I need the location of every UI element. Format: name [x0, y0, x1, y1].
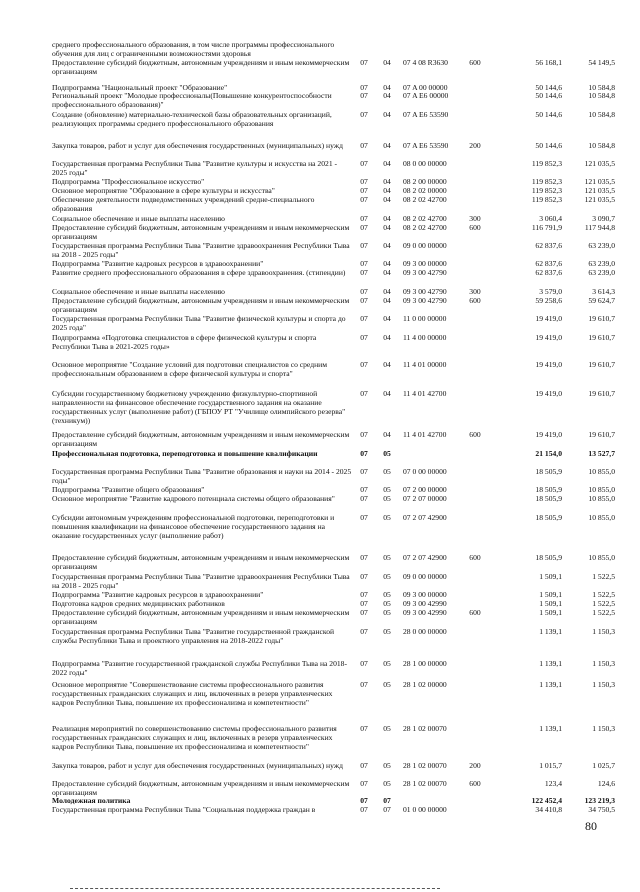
row-expense-type: 600 — [469, 296, 481, 305]
row-amount-year1: 123,4 — [544, 779, 562, 788]
row-target-code: 11 4 01 00000 — [403, 360, 447, 369]
row-subsection: 05 — [383, 627, 391, 636]
row-amount-year2: 3 090,7 — [592, 214, 615, 223]
row-target-code: 07 2 07 42900 — [403, 553, 447, 562]
row-name: Государственная программа Республики Тыва "Социальная поддержка граждан в — [52, 805, 316, 814]
row-amount-year1: 50 144,6 — [535, 141, 562, 150]
row-amount-year1: 1 509,1 — [539, 608, 562, 617]
row-amount-year2: 10 584,8 — [588, 91, 615, 100]
row-amount-year2: 19 610,7 — [588, 430, 615, 439]
row-amount-year1: 19 419,0 — [535, 314, 562, 323]
row-amount-year1: 18 505,9 — [535, 494, 562, 503]
row-name: Реализация мероприятий по совершенствованию системы профессионального развития государственных гражданских служащих и лиц, включенных в резерв управленческих кадров Республики Тыва, повышение их профессионализма и компетентности" — [52, 724, 337, 752]
row-subsection: 05 — [383, 449, 391, 458]
row-subsection: 05 — [383, 513, 391, 522]
row-expense-type: 600 — [469, 430, 481, 439]
row-target-code: 07 0 00 00000 — [403, 467, 447, 476]
row-subsection: 04 — [383, 141, 391, 150]
row-subsection: 07 — [383, 796, 391, 805]
row-section: 07 — [360, 572, 368, 581]
row-section: 07 — [360, 83, 368, 92]
row-name: Обеспечение деятельности подведомственных учреждений средне-специального образования — [52, 195, 315, 214]
row-amount-year2: 123 219,3 — [584, 796, 615, 805]
row-section: 07 — [360, 467, 368, 476]
row-amount-year2: 121 035,5 — [584, 186, 615, 195]
row-name: Развитие среднего профессионального образования в сфере здравоохранения. (стипендии) — [52, 268, 346, 277]
row-section: 07 — [360, 314, 368, 323]
row-subsection: 04 — [383, 58, 391, 67]
row-section: 07 — [360, 430, 368, 439]
row-amount-year2: 124,6 — [597, 779, 615, 788]
row-amount-year2: 10 855,0 — [588, 485, 615, 494]
row-target-code: 28 1 02 00070 — [403, 779, 447, 788]
row-subsection: 04 — [383, 110, 391, 119]
row-name: Предоставление субсидий бюджетным, автономным учреждениям и иным некоммерческим организациям — [52, 296, 350, 315]
row-amount-year1: 59 258,6 — [535, 296, 562, 305]
row-name: Подготовка кадров средних медицинских работников — [52, 599, 225, 608]
row-target-code: 11 4 01 42700 — [403, 389, 447, 398]
row-name: Предоставление субсидий бюджетным, автономным учреждениям и иным некоммерческим организациям — [52, 608, 350, 627]
row-name: Субсидии государственному бюджетному учреждению физкультурно-спортивной направленности на финансовое обеспечение государственного задания на оказание государственных услуг (выполнение работ) (ГБПОУ РТ "Училище олимпийского резерва" (техникум)) — [52, 389, 346, 426]
row-section: 07 — [360, 58, 368, 67]
row-amount-year2: 10 855,0 — [588, 513, 615, 522]
row-subsection: 04 — [383, 314, 391, 323]
row-target-code: 11 4 00 00000 — [403, 333, 447, 342]
row-amount-year2: 54 149,5 — [588, 58, 615, 67]
row-amount-year1: 50 144,6 — [535, 83, 562, 92]
row-amount-year1: 1 509,1 — [539, 599, 562, 608]
row-expense-type: 300 — [469, 287, 481, 296]
row-amount-year2: 3 614,3 — [592, 287, 615, 296]
row-subsection: 04 — [383, 223, 391, 232]
row-amount-year1: 1 015,7 — [539, 761, 562, 770]
row-section: 07 — [360, 608, 368, 617]
row-section: 07 — [360, 141, 368, 150]
row-section: 07 — [360, 761, 368, 770]
row-amount-year1: 62 837,6 — [535, 259, 562, 268]
row-amount-year2: 10 855,0 — [588, 467, 615, 476]
row-amount-year1: 18 505,9 — [535, 485, 562, 494]
row-target-code: 09 3 00 00000 — [403, 590, 447, 599]
row-target-code: 07 2 00 00000 — [403, 485, 447, 494]
row-name: Социальное обеспечение и иные выплаты населению — [52, 287, 225, 296]
row-name: среднего профессионального образования, в том числе программы профессионального обучения для лиц с ограниченными возможностями здоровья — [52, 40, 335, 59]
row-amount-year2: 19 610,7 — [588, 389, 615, 398]
row-amount-year2: 19 610,7 — [588, 333, 615, 342]
row-amount-year1: 34 410,8 — [535, 805, 562, 814]
row-amount-year1: 119 852,3 — [531, 195, 562, 204]
row-section: 07 — [360, 805, 368, 814]
row-target-code: 09 3 00 42990 — [403, 599, 447, 608]
row-subsection: 04 — [383, 259, 391, 268]
row-amount-year2: 13 527,7 — [588, 449, 615, 458]
row-amount-year1: 50 144,6 — [535, 110, 562, 119]
row-subsection: 04 — [383, 159, 391, 168]
row-amount-year2: 59 624,7 — [588, 296, 615, 305]
row-name: Государственная программа Республики Тыва "Развитие здравоохранения Республики Тыва на 2018 - 2025 годы" — [52, 241, 350, 260]
row-expense-type: 200 — [469, 141, 481, 150]
row-target-code: 07 A E6 53590 — [403, 141, 449, 150]
row-subsection: 05 — [383, 761, 391, 770]
row-subsection: 04 — [383, 360, 391, 369]
row-expense-type: 300 — [469, 214, 481, 223]
row-name: Государственная программа Республики Тыва "Развитие образования и науки на 2014 - 2025 годы" — [52, 467, 352, 486]
row-target-code: 07 4 08 R3630 — [403, 58, 448, 67]
row-target-code: 28 1 00 00000 — [403, 659, 447, 668]
row-name: Закупка товаров, работ и услуг для обеспечения государственных (муниципальных) нужд — [52, 141, 343, 150]
row-amount-year2: 10 855,0 — [588, 553, 615, 562]
row-name: Государственная программа Республики Тыва "Развитие здравоохранения Республики Тыва на 2018 - 2025 годы" — [52, 572, 350, 591]
row-amount-year2: 117 944,8 — [584, 223, 615, 232]
row-subsection: 04 — [383, 214, 391, 223]
row-name: Подпрограмма "Развитие кадровых ресурсов в здравоохранении" — [52, 259, 264, 268]
row-amount-year2: 121 035,5 — [584, 177, 615, 186]
row-subsection: 05 — [383, 572, 391, 581]
row-amount-year1: 1 509,1 — [539, 590, 562, 599]
row-amount-year1: 18 505,9 — [535, 513, 562, 522]
row-target-code: 09 3 00 42990 — [403, 608, 447, 617]
row-subsection: 04 — [383, 268, 391, 277]
row-target-code: 08 0 00 00000 — [403, 159, 447, 168]
row-section: 07 — [360, 177, 368, 186]
row-section: 07 — [360, 553, 368, 562]
row-subsection: 04 — [383, 186, 391, 195]
row-name: Государственная программа Республики Тыва "Развитие культуры и искусства на 2021 - 2025 годы" — [52, 159, 338, 178]
row-amount-year2: 10 584,8 — [588, 141, 615, 150]
row-subsection: 04 — [383, 287, 391, 296]
row-amount-year2: 63 239,0 — [588, 241, 615, 250]
row-amount-year1: 119 852,3 — [531, 186, 562, 195]
row-amount-year2: 121 035,5 — [584, 195, 615, 204]
page-number: 80 — [585, 819, 597, 833]
row-expense-type: 600 — [469, 608, 481, 617]
row-section: 07 — [360, 494, 368, 503]
row-amount-year2: 1 522,5 — [592, 599, 615, 608]
row-amount-year2: 10 855,0 — [588, 494, 615, 503]
row-target-code: 07 2 07 42900 — [403, 513, 447, 522]
row-name: Основное мероприятие "Создание условий для подготовки специалистов со средним профессиональным образованием в сфере физической культуры и спорта" — [52, 360, 327, 379]
row-section: 07 — [360, 485, 368, 494]
row-name: Предоставление субсидий бюджетным, автономным учреждениям и иным некоммерческим организациям — [52, 223, 350, 242]
row-subsection: 05 — [383, 680, 391, 689]
row-name: Профессиональная подготовка, переподготовка и повышение квалификации — [52, 449, 318, 458]
row-name: Предоставление субсидий бюджетным, автономным учреждениям и иным некоммерческим организациям — [52, 553, 350, 572]
row-amount-year1: 119 852,3 — [531, 177, 562, 186]
row-target-code: 11 4 01 42700 — [403, 430, 447, 439]
row-name: Подпрограмма "Развитие государственной гражданской службы Республики Тыва на 2018-2022 годы" — [52, 659, 347, 678]
row-name: Подпрограмма "Развитие кадровых ресурсов в здравоохранении" — [52, 590, 264, 599]
row-section: 07 — [360, 268, 368, 277]
row-section: 07 — [360, 195, 368, 204]
row-subsection: 05 — [383, 485, 391, 494]
row-section: 07 — [360, 91, 368, 100]
row-amount-year2: 1 150,3 — [592, 627, 615, 636]
row-amount-year1: 1 139,1 — [539, 724, 562, 733]
row-section: 07 — [360, 110, 368, 119]
row-target-code: 28 0 00 00000 — [403, 627, 447, 636]
row-section: 07 — [360, 159, 368, 168]
row-name: Государственная программа Республики Тыва "Развитие государственной гражданской службы Республики Тыва и проектного управления на 2018-2022 годы" — [52, 627, 335, 646]
row-subsection: 04 — [383, 83, 391, 92]
row-section: 07 — [360, 259, 368, 268]
row-subsection: 04 — [383, 241, 391, 250]
row-amount-year1: 116 791,9 — [531, 223, 562, 232]
row-subsection: 04 — [383, 91, 391, 100]
row-section: 07 — [360, 287, 368, 296]
row-amount-year2: 1 522,5 — [592, 572, 615, 581]
row-name: Государственная программа Республики Тыва "Развитие физической культуры и спорта до 2025 года" — [52, 314, 346, 333]
row-section: 07 — [360, 796, 368, 805]
row-section: 07 — [360, 680, 368, 689]
row-expense-type: 200 — [469, 761, 481, 770]
row-section: 07 — [360, 627, 368, 636]
row-amount-year1: 3 060,4 — [539, 214, 562, 223]
row-amount-year2: 1 522,5 — [592, 590, 615, 599]
row-amount-year1: 19 419,0 — [535, 389, 562, 398]
row-target-code: 09 3 00 42790 — [403, 296, 447, 305]
row-name: Молодежная политика — [52, 796, 131, 805]
row-amount-year1: 19 419,0 — [535, 333, 562, 342]
row-amount-year1: 3 579,0 — [539, 287, 562, 296]
row-name: Основное мероприятие "Образование в сфере культуры и искусства" — [52, 186, 275, 195]
row-section: 07 — [360, 214, 368, 223]
row-amount-year1: 21 154,0 — [535, 449, 562, 458]
row-name: Основное мероприятие "Развитие кадрового потенциала системы общего образования" — [52, 494, 335, 503]
row-name: Закупка товаров, работ и услуг для обеспечения государственных (муниципальных) нужд — [52, 761, 343, 770]
row-amount-year1: 1 509,1 — [539, 572, 562, 581]
row-amount-year2: 1 522,5 — [592, 608, 615, 617]
row-target-code: 11 0 00 00000 — [403, 314, 447, 323]
row-subsection: 05 — [383, 494, 391, 503]
bottom-rule — [70, 888, 440, 889]
row-amount-year2: 1 150,3 — [592, 659, 615, 668]
row-amount-year1: 19 419,0 — [535, 360, 562, 369]
row-target-code: 09 3 00 42790 — [403, 287, 447, 296]
row-name: Предоставление субсидий бюджетным, автономным учреждениям и иным некоммерческим организациям — [52, 58, 350, 77]
row-amount-year1: 50 144,6 — [535, 91, 562, 100]
row-subsection: 04 — [383, 430, 391, 439]
row-amount-year2: 19 610,7 — [588, 360, 615, 369]
row-target-code: 09 3 00 00000 — [403, 259, 447, 268]
row-amount-year2: 1 025,7 — [592, 761, 615, 770]
row-subsection: 05 — [383, 659, 391, 668]
row-section: 07 — [360, 389, 368, 398]
row-amount-year1: 19 419,0 — [535, 430, 562, 439]
row-subsection: 05 — [383, 724, 391, 733]
row-section: 07 — [360, 513, 368, 522]
row-expense-type: 600 — [469, 58, 481, 67]
row-amount-year2: 10 584,8 — [588, 110, 615, 119]
row-amount-year2: 63 239,0 — [588, 259, 615, 268]
row-name: Подпрограмма "Профессиональное искусство" — [52, 177, 205, 186]
row-target-code: 09 3 00 42790 — [403, 268, 447, 277]
row-subsection: 05 — [383, 608, 391, 617]
row-target-code: 09 0 00 00000 — [403, 572, 447, 581]
row-subsection: 04 — [383, 296, 391, 305]
row-target-code: 09 0 00 00000 — [403, 241, 447, 250]
row-name: Подпрограмма "Развитие общего образования" — [52, 485, 205, 494]
row-name: Основное мероприятие "Совершенствование системы профессионального развития государственных гражданских служащих и лиц, включенных в резерв управленческих кадров Республики Тыва, повышение их профессионализма и компетентности" — [52, 680, 333, 708]
row-target-code: 08 2 02 42700 — [403, 223, 447, 232]
row-subsection: 05 — [383, 590, 391, 599]
row-target-code: 07 A 00 00000 — [403, 83, 448, 92]
row-expense-type: 600 — [469, 779, 481, 788]
row-target-code: 08 2 02 42700 — [403, 195, 447, 204]
row-amount-year1: 1 139,1 — [539, 627, 562, 636]
row-expense-type: 600 — [469, 223, 481, 232]
row-section: 07 — [360, 590, 368, 599]
row-section: 07 — [360, 449, 368, 458]
row-amount-year1: 62 837,6 — [535, 241, 562, 250]
row-amount-year2: 19 610,7 — [588, 314, 615, 323]
row-subsection: 05 — [383, 553, 391, 562]
row-name: Региональный проект "Молодые профессионалы(Повышение конкурентоспособности профессионального образования)" — [52, 91, 332, 110]
row-name: Субсидии автономным учреждениям профессиональной подготовки, переподготовки и повышения квалификации на финансовое обеспечение государственного задания на оказание государственных услуг (выполнение работ) — [52, 513, 335, 541]
row-section: 07 — [360, 223, 368, 232]
row-section: 07 — [360, 333, 368, 342]
row-section: 07 — [360, 599, 368, 608]
row-amount-year1: 18 505,9 — [535, 553, 562, 562]
row-subsection: 05 — [383, 599, 391, 608]
row-subsection: 04 — [383, 333, 391, 342]
row-target-code: 28 1 02 00000 — [403, 680, 447, 689]
row-section: 07 — [360, 241, 368, 250]
row-amount-year2: 121 035,5 — [584, 159, 615, 168]
row-target-code: 28 1 02 00070 — [403, 724, 447, 733]
row-section: 07 — [360, 296, 368, 305]
row-subsection: 04 — [383, 195, 391, 204]
row-name: Социальное обеспечение и иные выплаты населению — [52, 214, 225, 223]
row-section: 07 — [360, 659, 368, 668]
row-amount-year2: 34 750,5 — [588, 805, 615, 814]
row-amount-year2: 10 584,8 — [588, 83, 615, 92]
row-name: Подпрограмма "Национальный проект "Образование" — [52, 83, 228, 92]
row-section: 07 — [360, 360, 368, 369]
row-amount-year1: 119 852,3 — [531, 159, 562, 168]
row-expense-type: 600 — [469, 553, 481, 562]
row-subsection: 07 — [383, 805, 391, 814]
row-subsection: 05 — [383, 779, 391, 788]
row-section: 07 — [360, 779, 368, 788]
row-amount-year1: 62 837,6 — [535, 268, 562, 277]
row-section: 07 — [360, 724, 368, 733]
row-amount-year1: 56 168,1 — [535, 58, 562, 67]
row-amount-year2: 63 239,0 — [588, 268, 615, 277]
row-target-code: 07 A E6 53590 — [403, 110, 449, 119]
row-amount-year2: 1 150,3 — [592, 680, 615, 689]
row-subsection: 04 — [383, 389, 391, 398]
row-name: Создание (обновление) материально-технической базы образовательных организаций, реализующих программы среднего профессионального образования — [52, 110, 332, 129]
row-amount-year1: 1 139,1 — [539, 680, 562, 689]
row-target-code: 28 1 02 00070 — [403, 761, 447, 770]
row-target-code: 08 2 00 00000 — [403, 177, 447, 186]
row-target-code: 01 0 00 00000 — [403, 805, 447, 814]
row-subsection: 05 — [383, 467, 391, 476]
row-target-code: 08 2 02 42700 — [403, 214, 447, 223]
row-name: Предоставление субсидий бюджетным, автономным учреждениям и иным некоммерческим организациям — [52, 430, 350, 449]
row-target-code: 08 2 02 00000 — [403, 186, 447, 195]
row-amount-year2: 1 150,3 — [592, 724, 615, 733]
row-subsection: 04 — [383, 177, 391, 186]
row-target-code: 07 A E6 00000 — [403, 91, 449, 100]
row-section: 07 — [360, 186, 368, 195]
row-amount-year1: 1 139,1 — [539, 659, 562, 668]
row-name: Подпрограмма «Подготовка специалистов в сфере физической культуры и спорта Республики Тыва в 2021-2025 годы» — [52, 333, 317, 352]
row-amount-year1: 18 505,9 — [535, 467, 562, 476]
row-target-code: 07 2 07 00000 — [403, 494, 447, 503]
row-name: Предоставление субсидий бюджетным, автономным учреждениям и иным некоммерческим организациям — [52, 779, 350, 798]
row-amount-year1: 122 452,4 — [531, 796, 562, 805]
